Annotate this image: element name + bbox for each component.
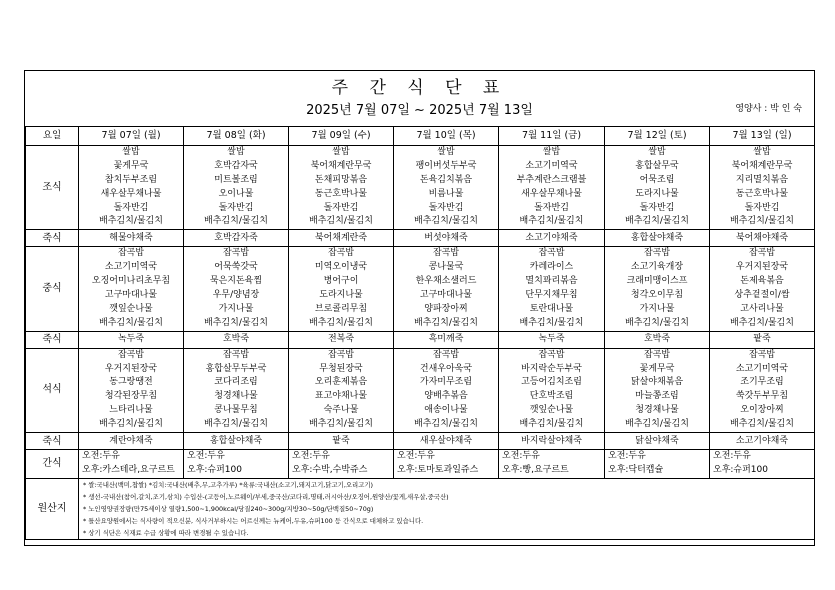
menu-item: 쌀밥 [122, 147, 140, 157]
menu-item: 배추김치/물김치 [309, 216, 373, 227]
menu-item: 돌자반김 [113, 202, 149, 213]
menu-item: 북어채계란무국 [310, 160, 372, 171]
menu-item: 오이나물 [218, 188, 254, 199]
porridge1-cell: 해물야채죽 [79, 230, 184, 247]
menu-item: 돌자반김 [218, 202, 254, 213]
menu-item: 가자미무조림 [419, 377, 473, 388]
porridge1-label: 죽식 [26, 230, 79, 247]
menu-item: 단호박조림 [529, 391, 574, 402]
menu-item: 쑥갓두부무침 [735, 391, 789, 402]
menu-item: 새우살무채나물 [521, 188, 582, 199]
menu-item: 배추김치/물김치 [625, 216, 689, 227]
day-header: 7월 13일 (일) [710, 127, 815, 146]
menu-item: 닭살야채볶음 [630, 377, 684, 388]
menu-item: 배추김치/물김치 [414, 419, 478, 430]
snack-item: 오후:카스테라,요구르트 [82, 465, 175, 476]
menu-item: 잡곡밥 [432, 248, 460, 259]
menu-item: 잡곡밥 [643, 248, 671, 259]
menu-item: 청각된장무침 [104, 391, 158, 402]
dietitian-label: 영양사 : 박 인 숙 [735, 104, 802, 114]
lunch-cell [184, 247, 289, 331]
lunch-cell [394, 247, 499, 331]
menu-item: 한우채소샐러드 [415, 276, 477, 287]
dinner-cell [605, 348, 710, 432]
menu-item: 돈육김치볶음 [419, 174, 473, 185]
snack-cell [499, 450, 605, 479]
menu-table [25, 126, 815, 540]
snack-cell [605, 450, 710, 479]
menu-item: 돌자반김 [639, 202, 675, 213]
day-header: 7월 09일 (수) [289, 127, 394, 146]
menu-item: 팽이버섯두부국 [415, 160, 477, 171]
dinner-cell [79, 348, 184, 432]
snack-item: 오전:두유 [292, 451, 330, 462]
breakfast-row [26, 146, 815, 230]
menu-item: 쌀밥 [542, 147, 561, 157]
menu-item: 배추김치/물김치 [204, 216, 268, 227]
origin-note: * 틀산요양원에서는 식사량이 적으신분, 식사거부하시는 어르신께는 뉴케어,두유,슈퍼100 등 간식으로 대체하고 있습니다. [83, 517, 424, 526]
menu-item: 숙주나물 [323, 405, 359, 416]
snack-item: 오전:두유 [502, 451, 540, 462]
porridge2-cell: 호박죽 [605, 331, 710, 348]
menu-item: 소고기미역국 [735, 363, 789, 374]
menu-item: 표고야채나물 [314, 391, 368, 402]
menu-item: 멸치꽈리볶음 [525, 276, 578, 287]
day-header: 7월 11일 (금) [499, 127, 605, 146]
lunch-label: 중식 [26, 247, 79, 331]
menu-item: 마늘쫑조림 [635, 391, 679, 402]
origin-note: * 생선-국내산(참어,갈치,조기,삼치) 수입산-(고등어,노르웨이/부세,중국산/코다리,명태,러시아산/오징어,원양산/꽃게,새우살,중국산) [83, 493, 449, 502]
snack-item: 오전:두유 [82, 451, 120, 462]
dinner-label: 석식 [26, 348, 79, 432]
dinner-cell [394, 348, 499, 432]
menu-item: 고사리나물 [740, 303, 784, 314]
menu-item: 잡곡밥 [222, 349, 250, 360]
breakfast-cell [79, 146, 184, 230]
menu-item: 오징어미나리초무침 [91, 276, 171, 287]
snack-item: 오후:슈퍼100 [713, 465, 768, 476]
snack-cell [79, 450, 184, 479]
menu-item: 상추겉절이/쌈 [734, 290, 790, 301]
menu-item: 콩나물국 [428, 262, 464, 273]
menu-item: 고구마대나물 [419, 290, 473, 301]
page-title: 주 간 식 단 표 [331, 78, 508, 98]
menu-item: 배추김치/물김치 [730, 216, 794, 227]
day-label-header: 요일 [26, 127, 79, 146]
porridge2-cell: 호박죽 [184, 331, 289, 348]
menu-item: 쌀밥 [753, 147, 771, 157]
menu-item: 우무/양념장 [212, 290, 260, 301]
menu-item: 미역오이냉국 [314, 262, 368, 273]
porridge2-cell: 전복죽 [289, 331, 394, 348]
menu-item: 쌀밥 [437, 147, 455, 157]
porridge2-cell: 녹두죽 [79, 331, 184, 348]
lunch-row [26, 247, 815, 331]
menu-item: 어묵쑥갓국 [214, 262, 258, 273]
lunch-cell [289, 247, 394, 331]
porridge1-cell: 홍합살야채죽 [605, 230, 710, 247]
menu-item: 꽃게무국 [113, 160, 149, 171]
lunch-cell [79, 247, 184, 331]
menu-item: 배추김치/물김치 [625, 419, 689, 430]
menu-item: 동근호박나물 [314, 188, 368, 199]
snack-item: 오전:두유 [713, 451, 751, 462]
day-header: 7월 08일 (화) [184, 127, 289, 146]
dinner-cell [184, 348, 289, 432]
menu-item: 배추김치/물김치 [309, 419, 373, 430]
menu-item: 애송이나물 [424, 405, 468, 416]
menu-item: 고구마대나물 [104, 290, 158, 301]
menu-item: 동근호박나물 [735, 188, 789, 199]
porridge2-row [26, 331, 815, 348]
menu-item: 어묵조림 [639, 174, 675, 185]
menu-item: 미트볼조림 [214, 174, 258, 185]
menu-item: 배추김치/물김치 [730, 419, 794, 430]
menu-item: 크래미맹이스프 [626, 276, 688, 287]
snack-item: 오후:토마토과일쥬스 [397, 465, 479, 476]
origin-label: 원산지 [26, 479, 79, 540]
dinner-cell [499, 348, 605, 432]
menu-item: 쌀밥 [332, 147, 350, 157]
porridge3-cell: 계란야채죽 [79, 433, 184, 450]
porridge3-row [26, 433, 815, 450]
menu-item: 잡곡밥 [222, 248, 250, 259]
menu-item: 배추김치/물김치 [519, 317, 584, 328]
menu-item: 오리훈제볶음 [314, 377, 368, 388]
menu-item: 배추김치/물김치 [414, 216, 478, 227]
menu-item: 배추김치/물김치 [309, 317, 373, 328]
origin-notes [79, 479, 815, 540]
porridge1-row [26, 230, 815, 247]
menu-item: 동그랑땡전 [109, 377, 153, 388]
menu-item: 묵은지돈육찜 [209, 276, 263, 287]
menu-item: 잡곡밥 [538, 349, 565, 360]
menu-item: 돈제육볶음 [740, 276, 784, 287]
menu-item: 홍합살무국 [635, 160, 679, 171]
menu-item: 소고기미역국 [104, 262, 158, 273]
porridge3-label: 죽식 [26, 433, 79, 450]
menu-item: 쌀밥 [648, 147, 666, 157]
menu-item: 꽃게무국 [639, 363, 675, 374]
menu-item: 카레라이스 [529, 262, 574, 273]
origin-note: * 노인영양권장량(만75세이상 열량1,500~1,900kcal/당질240~300g/지방30~50g/단백질50~70g) [83, 505, 374, 514]
menu-item: 잡곡밥 [327, 248, 355, 259]
menu-item: 코다리조림 [214, 377, 258, 388]
menu-item: 가지나물 [639, 303, 675, 314]
menu-item: 청경채나물 [635, 405, 679, 416]
porridge3-cell: 소고기야채죽 [710, 433, 815, 450]
day-header: 7월 07일 (월) [79, 127, 184, 146]
menu-item: 호박감자국 [214, 160, 258, 171]
menu-item: 배추김치/물김치 [625, 317, 689, 328]
menu-item: 돌자반김 [534, 202, 569, 213]
porridge1-cell: 북어채야채죽 [710, 230, 815, 247]
menu-item: 잡곡밥 [117, 349, 145, 360]
porridge1-cell: 북어채계란죽 [289, 230, 394, 247]
porridge3-cell: 홍합살야채죽 [184, 433, 289, 450]
origin-row [26, 479, 815, 540]
lunch-cell [710, 247, 815, 331]
menu-item: 쌀밥 [227, 147, 245, 157]
breakfast-cell [710, 146, 815, 230]
snack-item: 오전:두유 [608, 451, 646, 462]
snack-cell [394, 450, 499, 479]
menu-item: 잡곡밥 [538, 248, 565, 259]
snack-item: 오전:두유 [397, 451, 435, 462]
menu-item: 건새우아욱국 [419, 363, 473, 374]
menu-item: 도라지나물 [635, 188, 679, 199]
menu-item: 무청된장국 [319, 363, 363, 374]
menu-item: 잡곡밥 [327, 349, 355, 360]
menu-item: 잡곡밥 [643, 349, 671, 360]
menu-item: 병어구이 [323, 276, 359, 287]
porridge2-cell: 흑미깨죽 [394, 331, 499, 348]
menu-item: 돌자반김 [428, 202, 464, 213]
day-header: 7월 12일 (토) [605, 127, 710, 146]
porridge1-cell: 소고기야채죽 [499, 230, 605, 247]
menu-item: 돈채피망볶음 [314, 174, 368, 185]
menu-item: 토란대나물 [529, 303, 574, 314]
snack-item: 오후:닥터캡슐 [608, 465, 664, 476]
menu-item: 돌자반김 [744, 202, 780, 213]
snack-cell [289, 450, 394, 479]
menu-item: 우거지된장국 [735, 262, 789, 273]
dinner-row [26, 348, 815, 432]
porridge1-cell: 버섯야채죽 [394, 230, 499, 247]
dinner-cell [710, 348, 815, 432]
breakfast-cell [499, 146, 605, 230]
menu-item: 우거지된장국 [104, 363, 158, 374]
breakfast-cell [394, 146, 499, 230]
menu-item: 배추김치/물김치 [730, 317, 794, 328]
menu-item: 배추김치/물김치 [99, 216, 163, 227]
menu-item: 배추김치/물김치 [99, 317, 163, 328]
menu-item: 배추김치/물김치 [519, 419, 584, 430]
porridge3-cell: 새우살야채죽 [394, 433, 499, 450]
porridge3-cell: 팥죽 [289, 433, 394, 450]
snack-label: 간식 [26, 450, 79, 479]
menu-item: 배추김치/물김치 [414, 317, 478, 328]
porridge3-cell: 바지락살야채죽 [499, 433, 605, 450]
menu-item: 깻잎순나물 [109, 303, 153, 314]
menu-item: 잡곡밥 [748, 248, 776, 259]
snack-row [26, 450, 815, 479]
menu-item: 배추김치/물김치 [519, 216, 584, 227]
menu-item: 조기무조림 [740, 377, 784, 388]
menu-item: 고등어김치조림 [521, 377, 582, 388]
menu-item: 청각오이무침 [630, 290, 684, 301]
menu-item: 깻잎순나물 [529, 405, 574, 416]
porridge2-cell: 팥죽 [710, 331, 815, 348]
porridge3-cell: 닭살야채죽 [605, 433, 710, 450]
snack-item: 오후:슈퍼100 [187, 465, 242, 476]
menu-item: 배추김치/물김치 [204, 419, 268, 430]
breakfast-cell [605, 146, 710, 230]
lunch-cell [499, 247, 605, 331]
menu-item: 새우살무채나물 [100, 188, 162, 199]
weekly-menu-sheet [24, 70, 815, 546]
header-row [26, 127, 815, 146]
menu-item: 북어채계란무국 [731, 160, 793, 171]
menu-item: 콩나물무침 [214, 405, 258, 416]
menu-item: 잡곡밥 [748, 349, 776, 360]
snack-cell [184, 450, 289, 479]
breakfast-cell [289, 146, 394, 230]
menu-item: 지리멸치볶음 [735, 174, 789, 185]
menu-item: 바지락순두부국 [521, 363, 582, 374]
breakfast-label: 조식 [26, 146, 79, 230]
snack-item: 오전:두유 [187, 451, 225, 462]
snack-cell [710, 450, 815, 479]
snack-item: 오후:수박,수박쥬스 [292, 465, 368, 476]
menu-item: 홍합살무두부국 [205, 363, 267, 374]
porridge2-cell: 녹두죽 [499, 331, 605, 348]
menu-item: 잡곡밥 [432, 349, 460, 360]
menu-item: 참치두부조림 [104, 174, 158, 185]
dinner-cell [289, 348, 394, 432]
origin-note: * 쌀:국내산(백미,찹쌀) *김치:국내산(배추,무,고추가루) *육류:국내산(소고기,돼지고기,닭고기,오리고기) [83, 481, 374, 490]
menu-item: 단무지채무침 [525, 290, 578, 301]
snack-item: 오후:빵,요구르트 [502, 465, 569, 476]
menu-item: 오이장아찌 [740, 405, 784, 416]
menu-item: 배추김치/물김치 [204, 317, 268, 328]
menu-item: 배추김치/물김치 [99, 419, 163, 430]
menu-item: 잡곡밥 [117, 248, 145, 259]
menu-item: 양파장아찌 [424, 303, 468, 314]
breakfast-cell [184, 146, 289, 230]
menu-period: 2025년 7월 07일 ~ 2025년 7월 13일 [306, 103, 533, 118]
menu-item: 양배추볶음 [424, 391, 468, 402]
menu-item: 소고기육개장 [630, 262, 684, 273]
menu-item: 돌자반김 [323, 202, 359, 213]
origin-note: * 상기 식단은 식재료 수급 상황에 따라 변경될 수 있습니다. [83, 529, 249, 538]
menu-item: 브로콜리무침 [314, 303, 368, 314]
menu-item: 도라지나물 [319, 290, 363, 301]
porridge1-cell: 호박감자죽 [184, 230, 289, 247]
menu-item: 비름나물 [428, 188, 464, 199]
menu-item: 소고기미역국 [525, 160, 578, 171]
menu-item: 가지나물 [218, 303, 254, 314]
day-header: 7월 10일 (목) [394, 127, 499, 146]
porridge2-label: 죽식 [26, 331, 79, 348]
menu-item: 부추계란스크램블 [516, 174, 587, 185]
menu-item: 청경채나물 [214, 391, 258, 402]
menu-item: 느타리나물 [109, 405, 153, 416]
lunch-cell [605, 247, 710, 331]
